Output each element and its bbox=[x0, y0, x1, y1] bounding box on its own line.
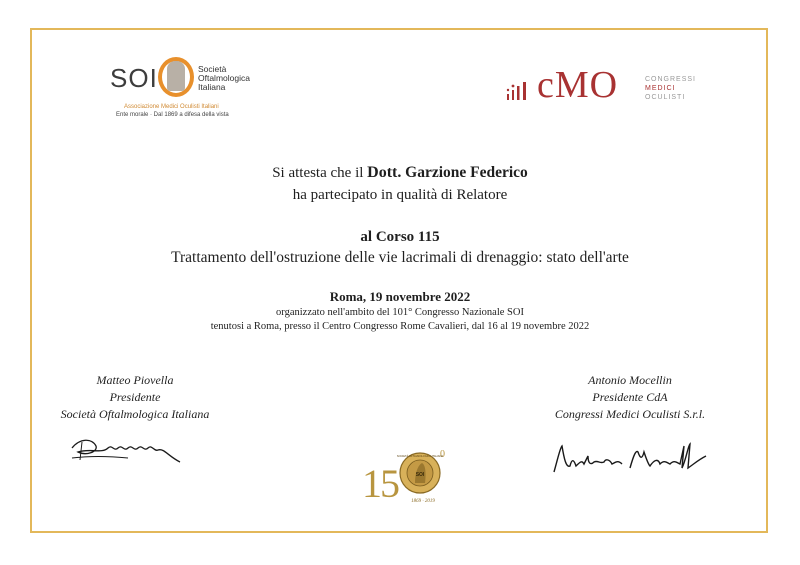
venue-line: tenutosi a Roma, presso il Centro Congresso Rome Cavalieri, dal 16 al 19 novembre 2022 bbox=[210, 321, 590, 332]
soi-name-line-2: Oftalmologica bbox=[198, 73, 250, 83]
organized-line: organizzato nell'ambito del 101° Congresso Nazionale SOI bbox=[276, 307, 524, 318]
course-title: Trattamento dell'ostruzione delle vie lacrimali di drenaggio: stato dell'arte bbox=[171, 249, 629, 266]
soi-logo-tagline: Ente morale · Dal 1869 a difesa della vista bbox=[116, 112, 229, 118]
signatory-right-name: Antonio Mocellin bbox=[588, 373, 672, 387]
signatory-left-org: Società Oftalmologica Italiana bbox=[60, 407, 210, 421]
medal-digit-5: 5 bbox=[380, 461, 400, 505]
soi-name-line-3: Italiana bbox=[198, 82, 226, 92]
recipient-name: Garzione Federico bbox=[405, 164, 528, 181]
place-date: Roma, 19 novembre 2022 bbox=[329, 289, 471, 304]
medal-years: 1869 · 2019 bbox=[411, 499, 435, 504]
soi-logo-name bbox=[198, 65, 250, 92]
signatory-left bbox=[60, 372, 210, 423]
signatory-left-role: Presidente bbox=[109, 390, 161, 404]
soi-logo-subtitle: Associazione Medici Oculisti Italiani bbox=[124, 104, 219, 110]
cmo-dots-icon bbox=[505, 80, 535, 102]
signatory-right bbox=[540, 372, 720, 423]
soi-name-line-1: Società bbox=[198, 64, 227, 74]
attestation-line bbox=[0, 164, 800, 182]
attestation-intro: Si attesta che il bbox=[272, 165, 364, 181]
cmo-logo-name bbox=[645, 75, 696, 102]
signatory-right-org: Congressi Medici Oculisti S.r.l. bbox=[554, 407, 706, 421]
recipient-title: Dott. bbox=[367, 164, 402, 181]
cmo-name-line-1: CONGRESSI bbox=[645, 76, 697, 83]
medal-digit-0: 0 bbox=[440, 449, 445, 460]
anniversary-150-medal bbox=[360, 445, 450, 505]
signatory-left-name: Matteo Piovella bbox=[96, 373, 174, 387]
cmo-logo-mark: cMO bbox=[537, 64, 619, 106]
cmo-name-line-3: OCULISTI bbox=[645, 94, 686, 101]
medal-center-text: SOI bbox=[415, 472, 425, 478]
soi-logo-mark: SOI bbox=[110, 63, 158, 93]
medal-digit-1: 1 bbox=[362, 461, 382, 505]
cmo-logo bbox=[505, 66, 695, 106]
signature-left bbox=[68, 428, 188, 468]
medal-ring-text: SOCIETÀ OFTALMOLOGICA ITALIANA bbox=[396, 455, 444, 458]
soi-statue-icon bbox=[167, 61, 185, 91]
signatory-right-role: Presidente CdA bbox=[592, 390, 668, 404]
cmo-name-line-2: MEDICI bbox=[645, 85, 676, 92]
soi-logo bbox=[110, 55, 260, 125]
role-line: ha partecipato in qualità di Relatore bbox=[292, 187, 508, 203]
course-number: al Corso 115 bbox=[360, 229, 440, 245]
signature-right bbox=[548, 438, 723, 480]
